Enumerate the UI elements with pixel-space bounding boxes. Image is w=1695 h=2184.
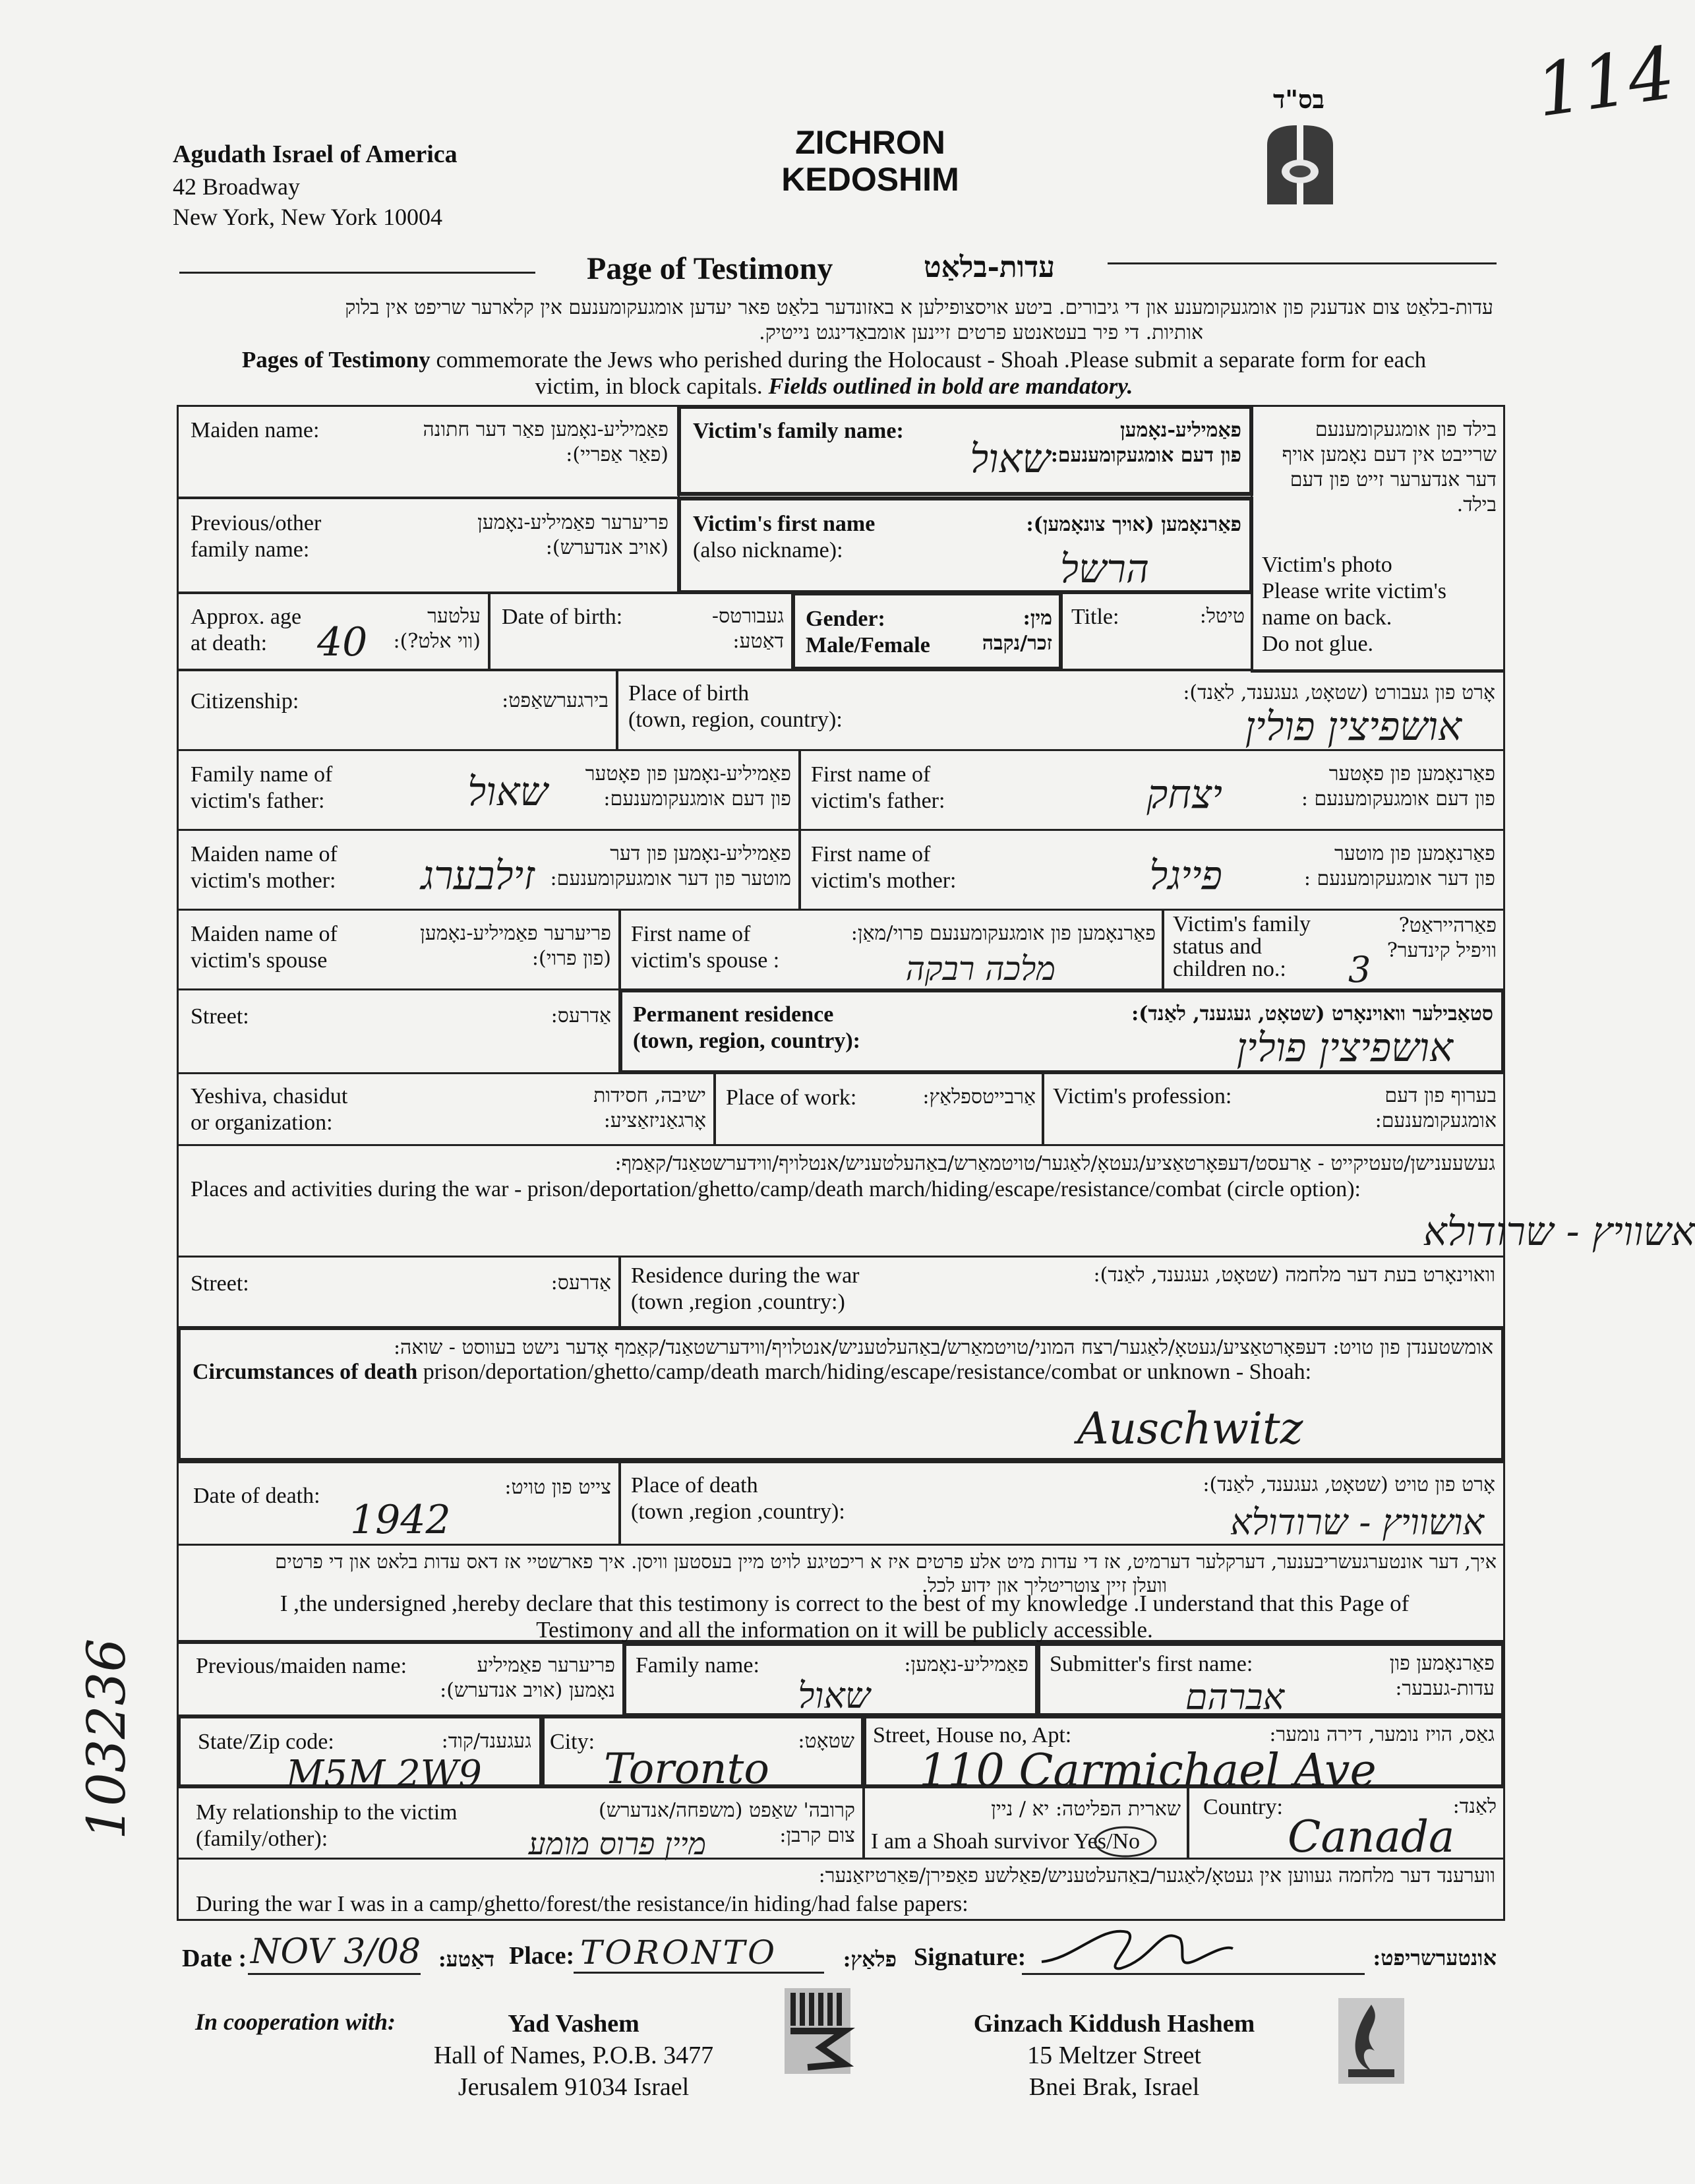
submitter-first-name-label-he (1350, 1651, 1495, 1701)
mother-maiden-name-label (191, 841, 338, 894)
title-label: Title: (1071, 605, 1119, 629)
citizenship-field[interactable] (177, 669, 618, 751)
family-status-label-he (1365, 913, 1497, 963)
circumstances-label-bold: Circumstances of death (193, 1360, 418, 1384)
submitter-first-he2: עדות-געבער: (1395, 1677, 1495, 1700)
submitter-family-name-label-he: פאַמיליע-נאָמען: (904, 1653, 1028, 1676)
mother-first-en1: First name of (811, 842, 931, 866)
declaration-en-line2: Testimony and all the information on it will be publicly accessible. (536, 1617, 1153, 1643)
maiden-name-he1: פאַמיליע-נאָמען פאַר דער חתונה (423, 418, 669, 441)
place-of-birth-en2: (town, region, country): (628, 708, 843, 732)
spouse-first-name-field[interactable] (618, 909, 1164, 990)
street-address-label: Street, House no, Apt: (873, 1723, 1072, 1747)
survivor-label-he: שארית הפליטה: יא / ניין (991, 1798, 1181, 1821)
victim-profession-field[interactable] (1042, 1072, 1505, 1146)
street-address-field[interactable] (862, 1714, 1505, 1797)
family-status-he2: וויפיל קינדער? (1386, 939, 1497, 962)
victim-family-name-he2: פון דעם אומגעקומענעם: (1050, 444, 1241, 467)
date-of-birth-field[interactable] (488, 592, 794, 671)
street-address-label-he: גאַס, הויז נומער, דירה נומער: (1269, 1723, 1495, 1746)
age-en1: Approx. age (191, 605, 302, 629)
photo-instructions-en (1262, 552, 1446, 657)
corner-number: 114 (1531, 30, 1680, 133)
yeshiva-en2: or organization: (191, 1110, 333, 1135)
age-he1: עלטער (427, 605, 481, 628)
submitter-prev-he2: נאָמען (אויב אנדערש): (440, 1679, 615, 1702)
place-of-death-en2: (town ,region ,country): (631, 1500, 845, 1524)
submitter-previous-name-field[interactable] (177, 1642, 625, 1717)
circumstances-label-he: אומשטענדן פון טויט: דעפּאָרטאַציע/געטאָ/לאַגער/רצח המוני/טויטמאַרש/באַהעלטעניש/אנטלויף/ווידערשטאַנד/קאַמף אָדער נישט בעווסט - שואה: (393, 1336, 1493, 1359)
gender-he2: זכר/נקבה (982, 632, 1052, 655)
war-places-value: אשוויץ - שרודולא (1423, 1209, 1695, 1255)
family-status-he1: פאַרהייראַט? (1398, 914, 1497, 937)
intro-hebrew (185, 295, 1493, 346)
place-of-work-label: Place of work: (726, 1085, 857, 1110)
declaration-block (177, 1544, 1505, 1642)
shoah-survivor-field[interactable] (862, 1786, 1189, 1860)
profession-label-he (1338, 1083, 1497, 1134)
war-street-field[interactable] (177, 1256, 621, 1328)
victim-first-name-en2: (also nickname): (693, 538, 843, 562)
gender-label-he (966, 606, 1052, 656)
photo-he3: דער אנדערער זייט פון דעם (1290, 468, 1497, 491)
mother-maiden-en1: Maiden name of (191, 842, 338, 866)
father-family-name-label (191, 762, 332, 814)
declaration-en-line1: I ,the undersigned ,hereby declare that this testimony is correct to the best of my knowledge .I understand that this Page of (280, 1591, 1410, 1616)
victim-first-name-label (693, 511, 875, 564)
spouse-maiden-he1: פריערער פאַמיליע-נאָמען (420, 922, 611, 945)
photo-instructions-he (1259, 417, 1497, 518)
place-of-work-field[interactable] (713, 1072, 1044, 1146)
mother-first-he1: פאַרנאָמען פון מוטער (1334, 842, 1495, 865)
date-of-death-value: 1942 (350, 1497, 451, 1543)
cooperation-label: In cooperation with: (195, 2009, 396, 2035)
submitter-family-name-value: שאול (798, 1675, 870, 1716)
submitter-prev-name-label-he (378, 1653, 615, 1703)
victim-first-name-label-he: פאַרנאָמען (אויך צונאָמען): (1026, 513, 1241, 536)
org-address-line1: 42 Broadway (173, 173, 300, 200)
yeshiva-en1: Yeshiva, chasidut (191, 1084, 348, 1108)
submitter-prev-he1: פריערער פאַמיליע (477, 1654, 615, 1677)
gender-field[interactable] (791, 592, 1063, 671)
mother-maiden-he1: פאַמיליע-נאָמען פון דער (610, 842, 791, 865)
brand-line1: ZICHRON (795, 124, 945, 161)
org-name: Agudath Israel of America (173, 140, 458, 168)
country-field[interactable] (1187, 1786, 1505, 1860)
submitter-first-he1: פאַרנאָמען פון (1389, 1652, 1495, 1675)
previous-name-he2: (אויב אנדערש): (545, 536, 669, 559)
date-of-death-label: Date of death: (193, 1484, 320, 1508)
victim-family-name-label: Victim's family name: (693, 419, 904, 443)
place-label-he: פלאַץ: (843, 1947, 897, 1972)
age-he2: (ווי אלט?): (393, 630, 481, 653)
city-label-he: שטאָט: (798, 1730, 854, 1753)
father-first-he1: פאַרנאָמען פון פאָטער (1328, 762, 1495, 785)
state-zip-label-he: געגענד/קוד: (441, 1730, 531, 1753)
city-label: City: (550, 1730, 595, 1754)
father-family-en1: Family name of (191, 762, 333, 787)
submitter-prev-name-label: Previous/maiden name: (196, 1654, 407, 1678)
submitter-family-name-field[interactable] (622, 1642, 1039, 1717)
title-rule-right (1108, 262, 1497, 264)
place-of-death-field[interactable] (618, 1461, 1505, 1546)
previous-name-en2: family name: (191, 537, 310, 562)
street-label: Street: (191, 1004, 249, 1029)
age-en2: at death: (191, 631, 268, 655)
permanent-residence-value: אושפיצין פולין (1236, 1025, 1453, 1071)
place-of-birth-label-he: אָרט פון געבורט (שטאָט, געגענד, לאַנד): (1183, 681, 1495, 704)
place-value: TORONTO (580, 1933, 778, 1972)
declaration-english (192, 1591, 1497, 1643)
war-street-label-he: אַדרעס: (550, 1271, 611, 1294)
circumstances-value: Auschwitz (1077, 1403, 1303, 1454)
submitter-first-name-field[interactable] (1036, 1642, 1505, 1717)
brand-line2: KEDOSHIM (781, 161, 959, 198)
family-status-field[interactable] (1162, 909, 1505, 990)
gender-en1: Gender: (806, 607, 885, 631)
ginzach-logo-icon (1338, 1998, 1404, 2084)
father-first-en1: First name of (811, 762, 931, 787)
place-of-birth-field[interactable] (616, 669, 1505, 751)
age-label-he (369, 604, 481, 654)
relationship-en2: (family/other): (196, 1827, 328, 1851)
submitter-first-name-value: אברהם (1185, 1676, 1284, 1718)
mother-maiden-en2: victim's mother: (191, 868, 336, 893)
father-family-name-value: שאול (467, 769, 548, 815)
mother-first-en2: victim's mother: (811, 868, 957, 893)
gender-he1: מין: (1023, 607, 1052, 630)
country-label: Country: (1203, 1795, 1283, 1819)
maiden-name-label-he (378, 417, 669, 468)
citizenship-label: Citizenship: (191, 689, 299, 713)
victim-first-name-field[interactable] (677, 497, 1253, 594)
relationship-label (196, 1800, 458, 1852)
spouse-maiden-he2: (פון פרוי): (531, 947, 611, 970)
tablets-logo-icon (1261, 119, 1340, 211)
photo-en1: Victim's photo (1262, 553, 1392, 577)
yad-vashem-addr2: Jerusalem 91034 Israel (458, 2073, 690, 2101)
relationship-field[interactable] (177, 1786, 865, 1860)
residence-en2: (town, region, country): (633, 1029, 860, 1053)
date-label-he: דאַטע: (438, 1947, 494, 1972)
victim-family-name-value: שאול (970, 436, 1050, 482)
spouse-first-name-label (631, 921, 779, 974)
age-value: 40 (317, 619, 368, 665)
yeshiva-he1: ישיבה, חסידות (593, 1084, 706, 1107)
spouse-maiden-name-label (191, 921, 338, 974)
yad-vashem-name: Yad Vashem (508, 2010, 639, 2038)
maiden-name-field[interactable] (177, 405, 680, 499)
photo-en4: Do not glue. (1262, 632, 1374, 656)
title-label-he: טיטל: (1199, 605, 1245, 628)
dob-he1: געבורטס- (711, 605, 784, 628)
spouse-maiden-en1: Maiden name of (191, 922, 338, 946)
previous-name-label (191, 510, 321, 563)
ginzach-name: Ginzach Kiddush Hashem (973, 2010, 1255, 2038)
spouse-first-name-value: מלכה רבקה (905, 950, 1056, 988)
victim-first-name-value: הרשל (1059, 546, 1149, 592)
declaration-he-line2: וועלן זיין צוטריטליך און ידוע לכל. (921, 1574, 1167, 1596)
brand-title (725, 124, 1015, 198)
org-address-line2: New York, New York 10004 (173, 204, 443, 230)
family-status-en3: children no.: (1173, 957, 1286, 981)
yes-circle-mark-icon (1092, 1825, 1158, 1859)
yad-vashem-block (422, 2008, 725, 2103)
victim-photo-field[interactable] (1251, 405, 1505, 673)
submitter-family-name-label: Family name: (636, 1653, 759, 1678)
father-family-name-field[interactable] (177, 749, 801, 831)
survivor-label: I am a Shoah survivor Yes/No (871, 1829, 1140, 1854)
signature-line (1022, 1973, 1365, 1975)
date-label: Date : (182, 1945, 247, 1972)
family-status-en1: Victim's family (1173, 912, 1311, 936)
family-status-label (1173, 913, 1311, 981)
spouse-maiden-name-field[interactable] (177, 909, 621, 990)
title-rule-left (179, 272, 535, 274)
mother-maiden-he2: מוטער פון דער אומגעקומענעם: (550, 867, 791, 890)
permanent-residence-field[interactable] (618, 988, 1505, 1074)
signature-label-he: אונטערשריפט: (1373, 1945, 1497, 1970)
war-places-label-he: געשעענישן/טעטיקייט - אַרעסט/דעפּאָרטאַציע/געטאָ/לאַגער/טויטמאַרש/באַהעלטעניש/אנטלויף/ווידערשטאַנד/קאַמף: (614, 1152, 1495, 1175)
ginzach-addr2: Bnei Brak, Israel (1028, 2073, 1200, 2101)
maiden-name-label: Maiden name: (191, 418, 320, 442)
dob-label: Date of birth: (502, 605, 623, 629)
spouse-maiden-name-label-he (413, 921, 611, 971)
age-label (191, 604, 301, 657)
circumstances-of-death-field[interactable] (177, 1326, 1505, 1462)
place-of-birth-en1: Place of birth (628, 681, 750, 706)
family-status-value: 3 (1348, 949, 1371, 990)
place-line (574, 1972, 824, 1974)
war-residence-en1: Residence during the war (631, 1263, 860, 1288)
place-of-death-en1: Place of death (631, 1473, 758, 1498)
residence-en1: Permanent residence (633, 1002, 834, 1027)
intro-en-line1: commemorate the Jews who perished during the Holocaust - Shoah .Please submit a separate form for each (430, 347, 1427, 373)
father-first-he2: פון דעם אומגעקומענעם : (1301, 787, 1495, 810)
intro-english (178, 347, 1490, 400)
dob-label-he (692, 604, 784, 654)
father-first-name-field[interactable] (798, 749, 1505, 831)
father-first-en2: victim's father: (811, 789, 945, 813)
war-places-label: Places and activities during the war - prison/deportation/ghetto/camp/death march/hiding/escape/resistance/combat (circle option): (191, 1177, 1361, 1201)
permanent-residence-label (633, 1002, 860, 1054)
street-label-he: אַדרעס: (550, 1004, 611, 1027)
war-experience-label-he: ווערענד דער מלחמה געווען אין געטאָ/לאַגער/באַהעלטעניש/פאַלשע פאַפירן/פּאַרטיזאַנער: (818, 1864, 1495, 1887)
mother-first-name-label-he (1271, 841, 1495, 892)
yeshiva-he2: אָרגאַניזאַציע: (603, 1109, 706, 1132)
father-first-name-value: יצחק (1146, 772, 1222, 818)
yeshiva-organization-field[interactable] (177, 1072, 716, 1146)
vertical-number: 103236 (76, 1638, 137, 1840)
street-address-value: 110 Carmichael Ave (919, 1745, 1377, 1797)
relationship-he1: קרובה' שאַפט (משפחה/אנדערש) (599, 1799, 855, 1822)
photo-he4: בילד. (1456, 493, 1497, 516)
submitter-first-name-label: Submitter's first name: (1050, 1652, 1253, 1676)
war-places-field[interactable] (177, 1144, 1695, 1258)
spouse-maiden-en2: victim's spouse (191, 948, 328, 973)
place-label: Place: (509, 1942, 575, 1970)
maiden-name-he2: (פאַר אַפריי): (566, 443, 669, 466)
previous-name-en1: Previous/other (191, 511, 322, 535)
war-street-label: Street: (191, 1271, 249, 1296)
family-status-en2: status and (1173, 934, 1263, 959)
mother-first-he2: פון דער אומגעקומענעם : (1303, 867, 1495, 890)
place-of-death-label-he: אָרט פון טויט (שטאָט, געגענד, לאַנד): (1203, 1473, 1495, 1496)
photo-en2: Please write victim's (1262, 579, 1446, 603)
circumstances-label (193, 1359, 1311, 1385)
city-value: Toronto (604, 1745, 769, 1794)
place-of-death-label (631, 1472, 845, 1525)
father-family-he2: פון דעם אומגעקומענעם: (603, 787, 791, 810)
mother-maiden-name-label-he (527, 841, 791, 892)
previous-name-he1: פריערער פאַמיליע-נאָמען (477, 511, 669, 534)
country-label-he: לאַנד: (1452, 1795, 1497, 1818)
profession-he2: אומגעקומענעם: (1375, 1109, 1497, 1132)
relationship-value: מיין פרוס מומע (528, 1826, 706, 1862)
mother-maiden-name-value: זילבערג (421, 853, 535, 899)
country-value: Canada (1288, 1811, 1455, 1862)
place-of-work-label-he: אַרבייטספלאַץ: (922, 1085, 1036, 1108)
war-residence-field[interactable] (618, 1256, 1505, 1328)
yeshiva-label-he (541, 1083, 706, 1134)
date-of-death-field[interactable] (177, 1461, 621, 1546)
place-of-birth-value: אושפיצין פולין (1245, 704, 1462, 750)
relationship-en1: My relationship to the victim (196, 1800, 458, 1825)
previous-family-name-field[interactable] (177, 497, 680, 594)
circumstances-options: prison/deportation/ghetto/camp/death march/hiding/escape/resistance/combat or unknown - Shoah: (417, 1360, 1312, 1384)
father-family-name-label-he (541, 762, 791, 812)
permanent-residence-label-he: סטאַבילער וואוינאָרט (שטאָט, געגענד, לאַנד): (1131, 1002, 1493, 1025)
father-first-name-label-he (1271, 762, 1495, 812)
spouse-first-name-label-he: פאַרנאָמען פון אומגעקומענעם פרוי/מאַן: (850, 922, 1156, 945)
mother-first-name-label (811, 841, 957, 894)
war-residence-en2: (town ,region ,country:) (631, 1290, 845, 1314)
dob-he2: דאַטע: (732, 630, 784, 653)
citizenship-label-he: בירגערשאַפט: (502, 689, 609, 712)
war-experience-field[interactable] (177, 1858, 1505, 1921)
street-field[interactable] (177, 988, 621, 1074)
relationship-he2: צום קרבן: (779, 1824, 855, 1847)
approx-age-field[interactable] (177, 592, 491, 671)
intro-mandatory-note: Fields outlined in bold are mandatory. (768, 373, 1133, 399)
father-family-he1: פאַמיליע-נאָמען פון פאָטער (585, 762, 791, 785)
signature-label: Signature: (914, 1943, 1026, 1971)
date-of-death-label-he: צייט פון טויט: (504, 1476, 611, 1499)
ginzach-block (943, 2008, 1286, 2103)
page-title-he: עדות-בלאַט (923, 251, 1055, 284)
page-title-en: Page of Testimony (587, 251, 833, 286)
yad-vashem-logo-icon (781, 1985, 854, 2077)
yeshiva-label (191, 1083, 347, 1136)
victim-family-name-field[interactable] (677, 405, 1253, 496)
declaration-he-line1: איך, דער אונטערגעשריבענער, דערקלער דערמיט, אז די עדות מיט אלע פרטים איז א ריכטיגע לויט מיין בעסטען וויסן. איך פארשטיי אז דאס עדות בלאט און די פרטים (275, 1550, 1497, 1573)
profession-label: Victim's profession: (1053, 1084, 1232, 1108)
father-family-en2: victim's father: (191, 789, 325, 813)
intro-he-line1: עדות-בלאַט צום אנדענק פון אומגעקומענע און די גיבורים. ביטע אויסצופילען א באזונדער בלאַט פאר יעדען אומגעקומענעם אין קלארער שריפט אין בלוק (345, 296, 1493, 319)
war-residence-label (631, 1263, 860, 1316)
intro-en-bold: Pages of Testimony (241, 347, 431, 373)
place-of-death-value: אושוויץ - שרודולא (1230, 1502, 1484, 1543)
photo-en3: name on back. (1262, 605, 1392, 630)
place-of-birth-label (628, 681, 843, 733)
ginzach-addr1: 15 Meltzer Street (1027, 2042, 1201, 2069)
date-value: NOV 3/08 (251, 1932, 421, 1972)
date-line (248, 1973, 421, 1975)
father-first-name-label (811, 762, 945, 814)
spouse-first-en1: First name of (631, 922, 751, 946)
yad-vashem-addr1: Hall of Names, P.O.B. 3477 (433, 2042, 714, 2069)
war-experience-label: During the war I was in a camp/ghetto/forest/the resistance/in hiding/had false papers: (196, 1892, 968, 1916)
bsd-mark: בס"ד (1272, 84, 1324, 114)
previous-name-label-he (405, 510, 669, 561)
mother-maiden-name-field[interactable] (177, 829, 801, 911)
photo-he1: בילד פון אומגעקומענעם (1315, 418, 1497, 441)
photo-he2: שרייבט אין דעם נאָמען אויף (1282, 443, 1497, 466)
victim-family-name-he1: פאַמיליע-נאָמען (1120, 419, 1241, 442)
mother-first-name-field[interactable] (798, 829, 1505, 911)
victim-first-name-en1: Victim's first name (693, 512, 876, 536)
intro-en-line2: victim, in block capitals. (535, 373, 769, 399)
profession-he1: בערוף פון דעם (1384, 1084, 1497, 1107)
state-zip-label: State/Zip code: (198, 1730, 334, 1754)
title-field[interactable] (1060, 592, 1253, 671)
gender-label (806, 606, 930, 659)
city-field[interactable] (541, 1714, 865, 1794)
intro-he-line2: אותיות. די פיר בעטאנטע פרטים זיינען אומבאַדינגט נייטיק. (759, 321, 1203, 344)
state-zip-value: M5M 2W9 (286, 1753, 482, 1796)
war-residence-label-he: וואוינאָרט בעת דער מלחמה (שטאָט, געגענד, לאַנד): (1093, 1263, 1495, 1287)
gender-en2: Male/Female (806, 633, 930, 657)
mother-first-name-value: פייגל (1149, 853, 1222, 899)
spouse-first-en2: victim's spouse : (631, 948, 780, 973)
state-zip-field[interactable] (177, 1714, 543, 1796)
